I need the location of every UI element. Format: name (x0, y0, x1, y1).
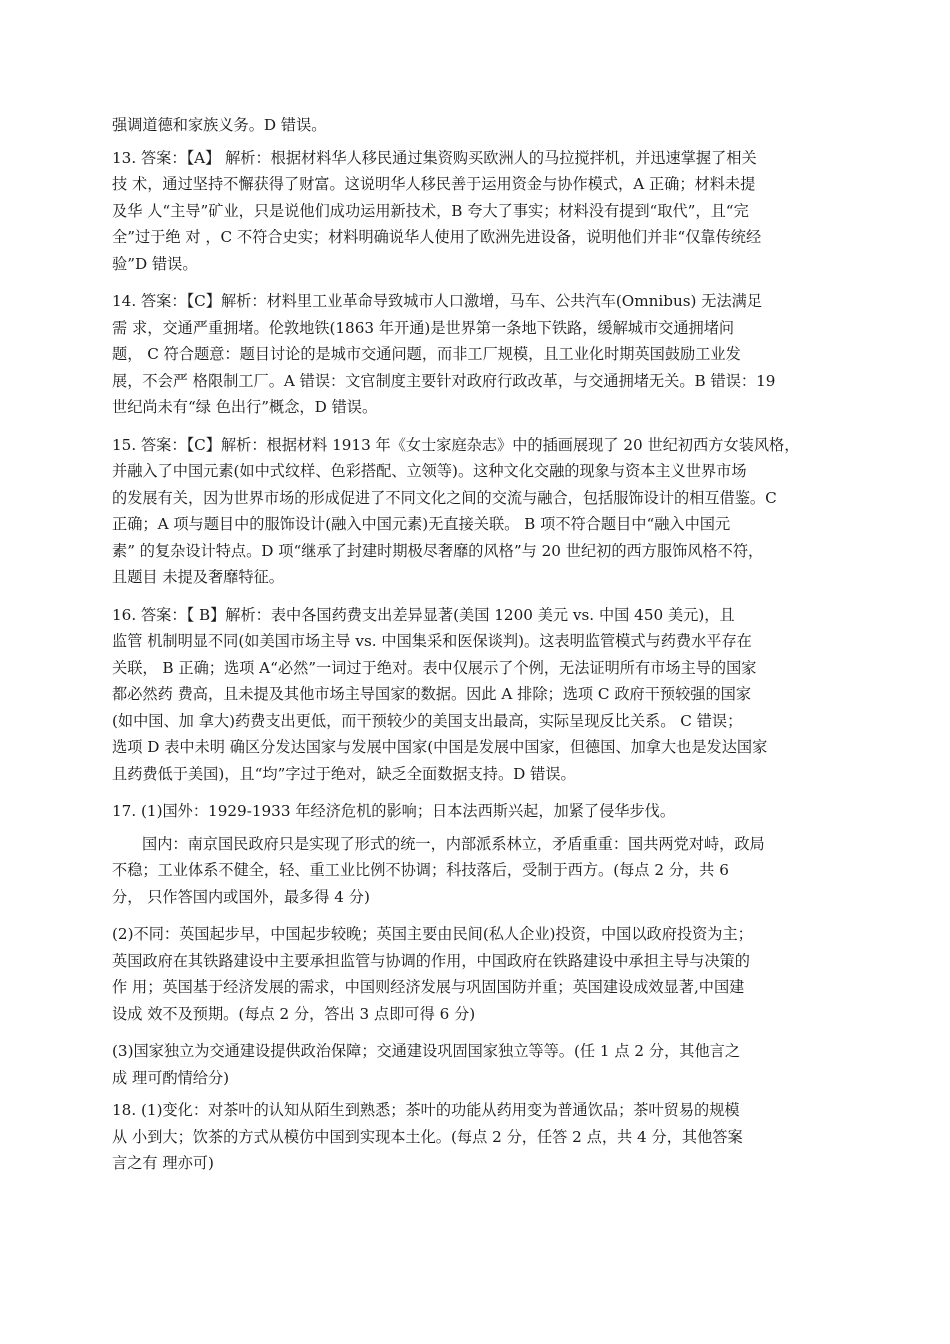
text-line: 且题目 未提及奢靡特征。 (112, 568, 284, 586)
text-line: 作 用；英国基于经济发展的需求，中国则经济发展与巩固国防并重；英国建设成效显著,中国建 (112, 978, 745, 996)
answer-16 (112, 602, 838, 788)
text-line: 关联， B 正确；选项 A“必然”一词过于绝对。表中仅展示了个例，无法证明所有市场主导的国家 (112, 658, 757, 677)
text-line: 且药费低于美国)，且“均”字过于绝对，缺乏全面数据支持。D 错误。 (112, 764, 576, 783)
text-line: 技 术，通过坚持不懈获得了财富。这说明华人移民善于运用资金与协作模式，A 正确；材料未提 (112, 175, 756, 193)
text-line: 16. 答案：【 B】解析：表中各国药费支出差异显著(美国 1200 美元 vs. 中国 450 美元)，且 (112, 605, 735, 624)
answer-17-part-1-domestic (112, 831, 838, 911)
text-line: 验”D 错误。 (112, 254, 198, 273)
answer-18 (112, 1097, 838, 1177)
answer-fragment-12 (112, 112, 838, 139)
answer-17-part-3 (112, 1038, 838, 1091)
answer-15 (112, 432, 838, 591)
text-line: 14. 答案：【C】解析：材料里工业革命导致城市人口激增，马车、公共汽车(Omnibus) 无法满足 (112, 292, 763, 310)
text-line: 全”过于绝 对 ，C 不符合史实；材料明确说华人使用了欧洲先进设备，说明他们并非“仅靠传统经 (112, 228, 762, 246)
text-line: 17. (1)国外：1929-1933 年经济危机的影响；日本法西斯兴起，加紧了侵华步伐。 (112, 802, 676, 820)
text-line: 选项 D 表中未明 确区分发达国家与发展中国家(中国是发展中国家，但德国、加拿大也是发达国家 (112, 738, 768, 756)
answer-13 (112, 145, 838, 278)
answer-17-part-2 (112, 921, 838, 1027)
text-line: 不稳；工业体系不健全，轻、重工业比例不协调；科技落后，受制于西方。(每点 2 分，共 6 (112, 861, 729, 879)
answer-14 (112, 288, 838, 421)
text-line: (如中国、加 拿大)药费支出更低，而干预较少的美国支出最高，实际呈现反比关系。 C 错误； (112, 711, 743, 730)
text-line: 的发展有关，因为世界市场的形成促进了不同文化之间的交流与融合，包括服饰设计的相互借鉴。C (112, 488, 777, 507)
text-line: 设成 效不及预期。(每点 2 分，答出 3 点即可得 6 分) (112, 1004, 476, 1023)
text-line: 从 小到大；饮茶的方式从模仿中国到实现本土化。(每点 2 分，任答 2 点，共 4 分，其他答案 (112, 1127, 743, 1146)
text-line: (3)国家独立为交通建设提供政治保障；交通建设巩固国家独立等等。(任 1 点 2 分，其他言之 (112, 1042, 741, 1060)
text-line: 言之有 理亦可) (112, 1154, 214, 1172)
text-line: 世纪尚未有“绿 色出行”概念，D 错误。 (112, 398, 378, 416)
text-line: 分， 只作答国内或国外，最多得 4 分) (112, 887, 370, 906)
text-line: (2)不同：英国起步早，中国起步较晚；英国主要由民间(私人企业)投资，中国以政府投资为主； (112, 925, 753, 943)
text-line: 题， C 符合题意：题目讨论的是城市交通问题，而非工厂规模，且工业化时期英国鼓励工业发 (112, 345, 741, 363)
text-line: 强调道德和家族义务。D 错误。 (112, 116, 327, 134)
answer-17-part-1 (112, 798, 838, 825)
text-line: 英国政府在其铁路建设中主要承担监管与协调的作用，中国政府在铁路建设中承担主导与决策的 (112, 951, 750, 970)
text-line: 13. 答案：【A】 解析：根据材料华人移民通过集资购买欧洲人的马拉搅拌机，并迅速掌握了相关 (112, 148, 757, 167)
text-line: 都必然药 费高，且未提及其他市场主导国家的数据。因此 A 排除；选项 C 政府干预较强的国家 (112, 685, 752, 703)
text-line: 15. 答案：【C】解析：根据材料 1913 年《女士家庭杂志》中的插画展现了 20 世纪初西方女装风格， (112, 435, 800, 454)
text-line: 国内：南京国民政府只是实现了形式的统一，内部派系林立，矛盾重重：国共两党对峙，政局 (142, 834, 765, 853)
text-line: 素” 的复杂设计特点。D 项“继承了封建时期极尽奢靡的风格”与 20 世纪初的西方服饰风格不符， (112, 541, 764, 560)
text-line: 监管 机制明显不同(如美国市场主导 vs. 中国集采和医保谈判)。这表明监管模式与药费水平存在 (112, 632, 752, 650)
text-line: 18. (1)变化：对茶叶的认知从陌生到熟悉；茶叶的功能从药用变为普通饮品；茶叶贸易的规模 (112, 1101, 740, 1119)
text-line: 需 求，交通严重拥堵。伦敦地铁(1863 年开通)是世界第一条地下铁路，缓解城市交通拥堵问 (112, 318, 735, 337)
text-line: 成 理可酌情给分) (112, 1068, 230, 1087)
text-line: 及华 人“主导”矿业，只是说他们成功运用新技术，B 夸大了事实；材料没有提到“取代”，且“完 (112, 201, 749, 220)
text-line: 并融入了中国元素(如中式纹样、色彩搭配、立领等)。这种文化交融的现象与资本主义世界市场 (112, 462, 747, 480)
text-line: 展，不会严 格限制工厂。A 错误：文官制度主要针对政府行政改革，与交通拥堵无关。B 错误：19 (112, 371, 776, 390)
text-line: 正确；A 项与题目中的服饰设计(融入中国元素)无直接关联。 B 项不符合题目中“融入中国元 (112, 515, 731, 533)
